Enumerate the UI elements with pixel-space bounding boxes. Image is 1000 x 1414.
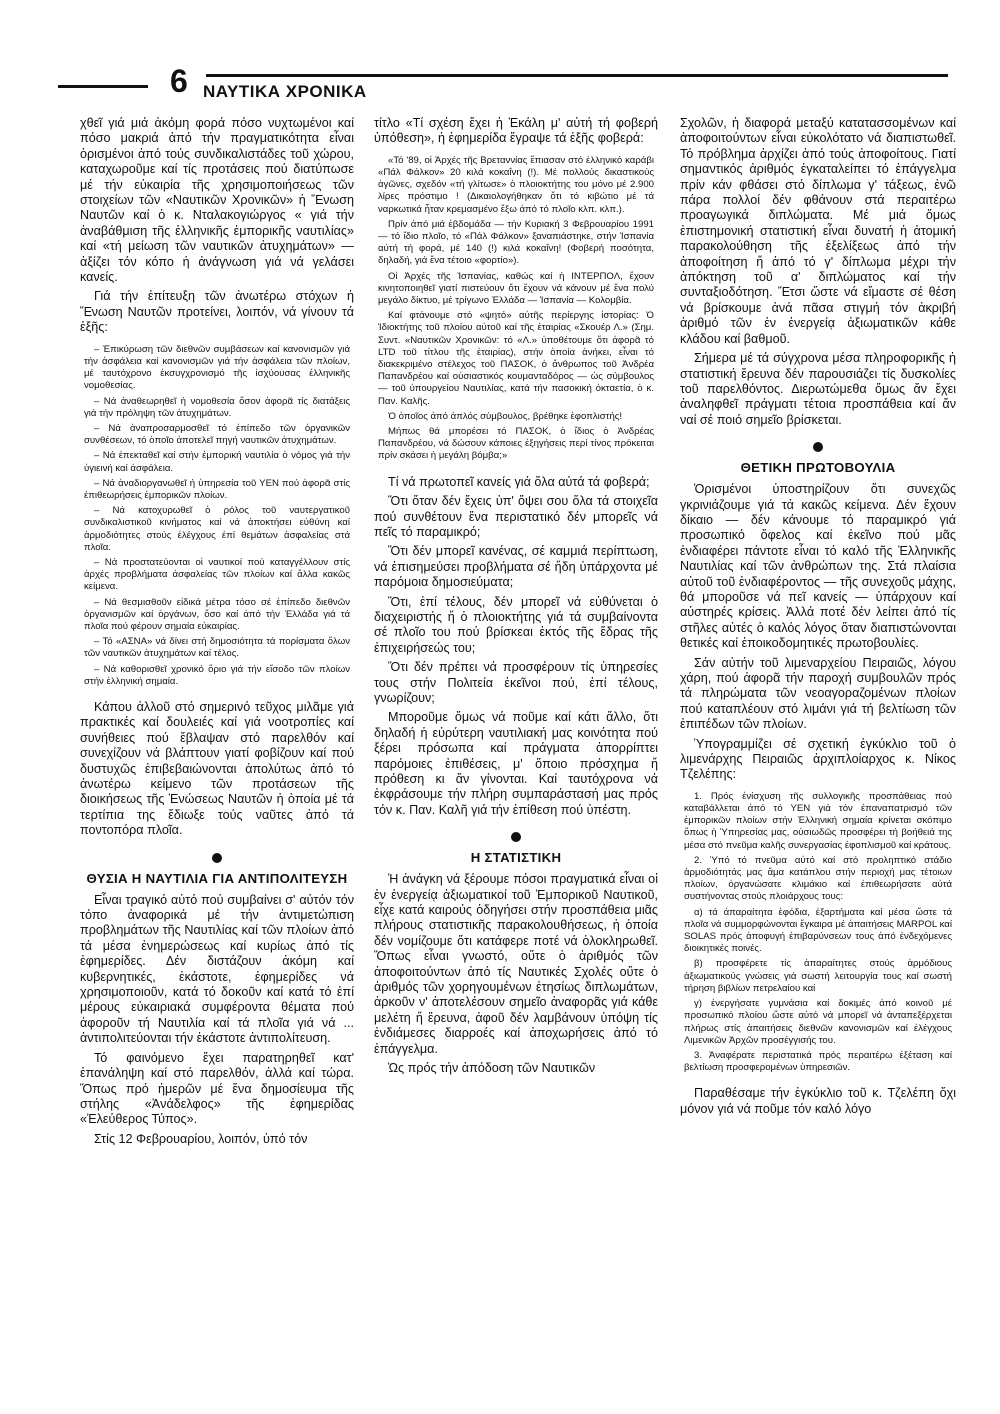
circular-item: 1. Πρός ἐνίσχυση τῆς συλλογικῆς προσπάθειας πού καταβάλλεται ἀπό τό ΥΕΝ γιά τόν ἐπαναπατρισμό τῶν ἐμπορικῶν πλοίων στήν Ἑλληνική σημαία κρίνεται σκόπιμο ὅπως ἡ Ὑπηρεσίας μας, οὐσιωδῶς προσφέρει τή βοήθειά της μέσα στό πνεῦμα καλῆς συνεργασίας ἐφοπλισμοῦ καί κράτους. xyxy=(684,790,952,851)
column-3 xyxy=(680,116,956,1406)
section-heading: ΘΕΤΙΚΗ ΠΡΩΤΟΒΟΥΛΙΑ xyxy=(740,460,896,476)
col3-paragraph: Ὁρισμένοι ὑποστηρίζουν ὅτι συνεχῶς γκρινιάζουμε γιά τά κακῶς κείμενα. Δέν ἔχουν δίκαιο — δέν κάνουμε τό παραμικρό γιά προσωπικό ὄφελος καί ἐκεῖνο πού μᾶς ἐνδιαφέρει πάντοτε εἶναι τό καλό τῆς Ἑλληνικῆς Ναυτιλίας καί τῶν ἀνθρώπων της. Στά πλαίσια αὐτοῦ τοῦ ἐνδιαφέροντος — τῆς συνεχοῦς μάχης, θά μποροῦσε νά πεῖ κανείς — ὑπάρχουν καί αὐστηρές κρίσεις. Ἀλλά ποτέ δέν λείπει ἀπό τίς στῆλες αὐτές ὁ καλός λόγος ὅταν διαπιστώνονται θετικές καί ἐποικοδομητικές πρωτοβουλίες. xyxy=(680,482,956,651)
header-rule-left xyxy=(58,85,148,88)
publication-title: ΝΑΥΤΙΚΑ ΧΡΟΝΙΚΑ xyxy=(203,82,367,101)
col2-paragraph: Ὅτι δέν μπορεῖ κανένας, σέ καμμιά περίπτωση, νά ἐπισημεύσει προβλήματα σέ ἤδη ὑπάρχοντα μέ παρόμοια δημοσιεύματα; xyxy=(374,544,658,590)
col3-paragraph: Σάν αὐτήν τοῦ λιμεναρχείου Πειραιῶς, λόγου χάρη, πού ἀφορᾶ τήν παροχή συμβουλῶν πρός τά πληρώματα τῶν νεοαγοραζομένων πλοίων πού καταπλέουν στό λιμάνι γιά τή βελτίωση τῶν ἐπιπέδων τῶν πλοίων. xyxy=(680,655,956,732)
proposal-item: – Νά ἀναπροσαρμοσθεῖ τό ἐπίπεδο τῶν ὀργανικῶν συνθέσεων, τό ὁποῖο ἀποτελεῖ πηγή ναυτικῶν ἀτυχημάτων. xyxy=(84,422,350,447)
page-number: 6 xyxy=(170,63,188,99)
quote-paragraph: Πρίν ἀπό μιά ἑβδομάδα — τήν Κυριακή 3 Φεβρουαρίου 1991 — τό ἴδιο πλοῖο, τό «Πάλ Φάλκον» ξαναπιάστηκε, στήν Ἰσπανία αὐτή τή φορά, μέ 140 (!) κιλά κοκαΐνη! (Φοβερή ποσότητα, δηλαδή, γιά ἕνα τέτοιο «φορτίο»). xyxy=(378,218,654,267)
proposal-item: – Νά κατοχυρωθεῖ ὁ ρόλος τοῦ ναυτεργατικοῦ συνδικαλιστικοῦ κινήματος καί νά ἀποκτήσει εὐθύνη καί ἁρμοδιότητες στούς ἐλέγχους ἐπί θεμάτων ἀσφαλείας στά πλοῖα. xyxy=(84,505,350,553)
col3-paragraph: Σχολῶν, ἡ διαφορά μεταξύ κατατασσομένων καί ἀποφοιτούντων εἶναι εὐκολότατο νά διαπιστωθεῖ. Τό πρόβλημα ἀρχίζει ἀπό τούς ἀποφοίτους. Γιατί σημαντικός ἀριθμός ἐγκαταλείπει τό ἐπάγγελμα πρίν κάν φθάσει στό δίπλωμα γ' τάξεως, ἐνῶ πάρα πολλοί δέν φθάνουν στά περαιτέρω προαγωγικά διπλώματα. Μέ μιά ὅμως ἐπιστημονική στατιστική εἶναι δυνατή ἡ ἀτομική παρακολούθηση τῆς ἐξελίξεως ἀπό τήν ἀποφοίτηση ἤ ἀπό τό γ' δίπλωμα μέχρι τήν ἀπόκτηση τοῦ α' διπλώματος καί τήν συνταξιοδότηση. Ἔτσι ὥστε νά εἴμαστε σέ θέση νά βρίσκουμε ἀνά πᾶσα στιγμή τόν ἀκριβή ἀριθμό τῶν ἐν ἐνεργείᾳ ἀξιωματικῶν κάθε κλάδου καί βαθμοῦ. xyxy=(680,116,956,346)
header-rule-right xyxy=(206,74,948,77)
col2-paragraph: Τί νά πρωτοπεῖ κανείς γιά ὅλα αὐτά τά φοβερά; xyxy=(388,474,650,489)
newspaper-quote xyxy=(378,155,654,463)
col3-paragraph: Παραθέσαμε τήν ἐγκύκλιο τοῦ κ. Τζελέπη ὄχι μόνον γιά νά ποῦμε τόν καλό λόγο xyxy=(680,1086,956,1116)
proposal-item: – Νά θεσμισθοῦν εἰδικά μέτρα τόσο σέ ἐπίπεδο διεθνῶν ὀργανισμῶν καί ὀργάνων, ὅσο καί ἀπό τήν Ἑλλάδα γιά τά πλοῖα πού φέρουν σημαία εὐκαιρίας. xyxy=(84,596,350,632)
proposal-item: – Νά καθορισθεῖ χρονικό ὅριο γιά τήν εἴσοδο τῶν πλοίων στήν ἑλληνική σημαία. xyxy=(84,663,350,687)
col2-paragraph: Μποροῦμε ὅμως νά ποῦμε καί κάτι ἄλλο, ὅτι δηλαδή ἡ εὐρύτερη ναυτιλιακή μας κοινότητα πού ξέρει πρόσωπα καί πράγματα ἀπορρίπτει παρόμοιες ἐπιθέσεις, μ' ὅποιο πρόσχημα ἤ πρόθεση κι ἄν γίνονται. Καί ταυτόχρονα νά ἐκφράσουμε τήν πλήρη συμπαράστασή μας πρός τόν κ. Παν. Καλῆ γιά τήν ἐπίθεση πού ὑπέστη. xyxy=(374,710,658,817)
col1-paragraph: Κάπου ἀλλοῦ στό σημερινό τεῦχος μιλᾶμε γιά πρακτικές καί δουλειές καί γιά νοοτροπίες καί συνήθειες πού ἔβλαψαν στό παρελθόν καί συνεχίζουν νά βλάπτουν γιατί φοβίζουν καί πού δυστυχῶς ἐπιβεβαιώνονται ἀπολύτως ἀπό τό ἀνωτέρω κείμενο τῶν προτάσεων τῆς διοικήσεως τῆς Ἑνώσεως Ναυτῶν ἡ ὁποία μέ τά τερτίπια της ἔδιωξε τούς ναῦτες ἀπό τά ποντοπόρα πλοῖα. xyxy=(80,699,354,838)
circular-item: γ) ἐνεργήσατε γυμνάσια καί δοκιμές ἀπό κοινοῦ μέ προσωπικό πλοίου ὥστε αὐτό νά μπορεῖ νά ἀνταπεξέρχεται πλήρως στίς ἀπαιτήσεις διεθνῶν κανονισμῶν καί ἐλέγχους Λιμενικῶν Ἀρχῶν προσέγγισής του. xyxy=(684,998,952,1046)
proposal-item: – Ἐπικύρωση τῶν διεθνῶν συμβάσεων καί κανονισμῶν γιά τήν ἀσφάλεια καί κανονισμῶν γιά τήν ἀσφάλεια τῶν πλοίων, μέ ταυτόχρονο ἐκσυγχρονισμό τῆς ἰσχύουσας ἑλληνικῆς νομοθεσίας. xyxy=(84,343,350,392)
col2-paragraph: Ὅτι ὅταν δέν ἔχεις ὑπ' ὄψει σου ὅλα τά στοιχεῖα πού συνθέτουν ἕνα περιστατικό δέν μπορεῖς νά πεῖς τό παραμικρό; xyxy=(374,494,658,539)
circular-item: 2. Ὑπό τό πνεῦμα αὐτό καί στό προληπτικό στάδιο ἁρμοδιότητάς μας ἅμα κατάπλου στήν περιοχή μας τέτοιων πλοίων, ὀργανώσατε κλιμάκιο καί ἐπιθεωρήσατε αὐτά συστήνοντας στούς πλοιάρχους τους: xyxy=(684,854,952,903)
col1-paragraph: Τό φαινόμενο ἔχει παρατηρηθεῖ κατ' ἐπανάληψη καί στό παρελθόν, ἀλλά καί τώρα. Ὅπως πρό ἡμερῶν μέ ἕνα δημοσίευμα τῆς στήλης «Ἀνάδελφος» τῆς ἐφημερίδας «Ἐλεύθερος Τύπος». xyxy=(80,1050,354,1127)
circular-text xyxy=(684,791,952,1074)
circular-item: β) προσφέρετε τίς ἀπαραίτητες στούς ἁρμόδιους ἀξιωματικούς γνώσεις γιά σωστή λειτουργία τους καί σωστή τήρηση βιβλίων πετρελαίου καί xyxy=(684,958,952,994)
column-2 xyxy=(374,116,658,1406)
circular-item: 3. Ἀναφέρατε περιστατικά πρός περαιτέρω ἐξέταση καί βελτίωση προσφερομένων ὑπηρεσιῶν. xyxy=(684,1049,952,1074)
col2-paragraph: Ὡς πρός τήν ἀπόδοση τῶν Ναυτικῶν xyxy=(388,1061,596,1076)
column-1 xyxy=(80,116,354,1406)
page-header xyxy=(58,63,948,106)
circular-item: α) τά ἀπαραίτητα ἐφόδια, ἐξαρτήματα καί μέσα ὥστε τά πλοῖα νά συμμορφώνονται ἔγκαιρα μέ ἀπαιτήσεις MARPOL καί SOLAS πρός ἀποφυγή ἐπιβαρύνσεων τους ἀπό ἐνδεχόμενες διοικητικές ποινές. xyxy=(684,906,952,955)
quote-paragraph: Καί φτάνουμε στό «ψητό» αὐτῆς περίεργης ἱστορίας: Ὁ Ἰδιοκτήτης τοῦ πλοίου αὐτοῦ καί τῆς ἑταιρίας «Σκουέρ Λ.» (Σημ. Συντ. «Ναυτικῶν Χρονικῶν: τό «Λ.» ὑποθέτουμε ὅτι ἀφορᾶ τό LTD τοῦ τίτλου τῆς ἑταιρίας), στήν ὁποία ἀνήκει, εἶναι τό διακεκριμένο στέλεχος τοῦ ΠΑΣΟΚ, ὁ ἄνθρωπος τοῦ Ἀνδρέα Παπανδρέου καί οὐσιαστικός κουμανταδόρος — ὡς σύμβουλος — τοῦ ὑπουργείου Ναυτιλίας, κατά τήν πασοκική ὀκταετία, ὁ κ. Παν. Καλῆς. xyxy=(378,310,654,407)
col1-paragraph: Εἶναι τραγικό αὐτό πού συμβαίνει σ' αὐτόν τόν τόπο ἀναφορικά μέ τήν ἀντιμετώπιση προβλημάτων τῆς Ναυτιλίας καί τῶν πλοίων ἀπό τά μέσα ἐνημερώσεως καί κυρίως ἀπό τίς ἐφημερίδες. Δέν διστάζουν ἀκόμη καί κυβερνητικές, ἑκάστοτε, ἐφημερίδες νά χρησιμοποιοῦν, κατά τό δοκοῦν καί κατά τό ἐπί μέρους εὐκαιριακά συμφέροντα θέματα πού ἀφοροῦν τή Ναυτιλία καί τά πλοῖα γιά νά ... ἀντιπολιτεύονται τήν ἑκάστοτε ἀντιπολίτευση. xyxy=(80,892,354,1046)
section-heading: Η ΣΤΑΤΙΣΤΙΚΗ xyxy=(470,850,562,866)
proposal-item: – Νά ἐπεκταθεῖ καί στήν ἐμπορική ναυτιλία ὁ νόμος γιά τήν ὑγιεινή καί ἀσφάλεια. xyxy=(84,450,350,474)
section-heading: ΘΥΣΙΑ Η ΝΑΥΤΙΛΙΑ ΓΙΑ ΑΝΤΙΠΟΛΙΤΕΥΣΗ xyxy=(86,870,348,886)
section-bullet xyxy=(212,853,222,863)
section-bullet xyxy=(511,832,521,842)
col2-paragraph: Ὅτι, ἐπί τέλους, δέν μπορεῖ νά εὐθύνεται ὁ διαχειριστής ἤ ὁ πλοιοκτήτης γιά τά συμβαίνοντα σέ πλοῖο του πού βρίσκεαι ἐκτός τῆς ἕδρας τῆς ἐπιχειρήσεώς του; xyxy=(374,594,658,655)
proposal-item: – Νά ἀναδιοργανωθεῖ ἡ ὑπηρεσία τοῦ ΥΕΝ πού ἀφορᾶ στίς ἐπιθεωρήσεις ἐμπορικῶν πλοίων. xyxy=(84,477,350,501)
col2-paragraph: Ὅτι δέν πρέπει νά προσφέρουν τίς ὑπηρεσίες τους στήν Πολιτεία ἐκεῖνοι πού, ἐπί τέλους, γνωρίζουν; xyxy=(374,660,658,705)
col1-paragraph: χθεῖ γιά μιά ἀκόμη φορά πόσο νυχτωμένοι καί πόσο μακριά ἀπό τήν πραγματικότητα εἶναι ὁρισμένοι ἀπό τούς συνδικαλιστάδες τοῦ χώρου, καταχωροῦμε καί τίς προτάσεις πού διατύπωσε μέ τήν εὐκαιρία τῆς χρησιμοποιήσεως τῶν στοιχείων τῶν «Ναυτικῶν Χρονικῶν» ἡ Ἕνωση Ναυτῶν καί ὁ κ. Νταλακογιώργος « γιά τήν ἀναβάθμιση τῆς ἑλληνικῆς ἐμπορικῆς ναυτιλίας» καί «τή μείωση τῶν ναυτικῶν ἀτυχημάτων» — ἀξίζει τόν κόπο ἡ ἀνάγνωση γιά νά γελάσει κανείς. xyxy=(80,116,354,285)
proposal-item: – Τό «ΑΣΝΑ» νά δίνει στή δημοσιότητα τά πορίσματα ὅλων τῶν ναυτικῶν ἀτυχημάτων καί τέλος. xyxy=(84,636,350,660)
proposal-item: – Νά ἀναθεωρηθεῖ ἡ νομοθεσία ὅσον ἀφορᾶ τίς διατάξεις γιά τήν πρόληψη τῶν ἀτυχημάτων. xyxy=(84,395,350,419)
quote-paragraph: Μήπως θά μπορέσει τό ΠΑΣΟΚ, ὁ ἴδιος ὁ Ἀνδρέας Παπανδρέου, νά δώσουν κάποιες ἐξηγήσεις περί τίνος πρόκειται πρίν σκάσει ἡ μεγάλη βόμβα;» xyxy=(378,426,654,462)
col2-paragraph: τίτλο «Τί σχέση ἔχει ἡ Ἐκάλη μ' αὐτή τή φοβερή ὑπόθεση», ἡ ἐφημερίδα ἔγραψε τά ἑξῆς φοβερά: xyxy=(374,116,658,146)
quote-paragraph: Οἱ Ἀρχές τῆς Ἰσπανίας, καθώς καί ἡ ΙΝΤΕΡΠΟΛ, ἔχουν κινητοποιηθεῖ γιατί πιστεύουν ὅτι ἔχουν νά κάνουν μέ ἕνα πολύ μεγάλο δίκτυο, μέ τρίγωνο Ἑλλάδα — Ἰσπανία — Κολομβία. xyxy=(378,270,654,307)
col3-paragraph: Ὑπογραμμίζει σέ σχετική ἐγκύκλιο τοῦ ὁ λιμενάρχης Πειραιῶς ἀρχιπλοίαρχος κ. Νίκος Τζελέπης: xyxy=(680,736,956,782)
proposals-list xyxy=(84,344,350,688)
quote-paragraph: «Τό '89, οἱ Ἀρχές τῆς Βρεταννίας ἔπιασαν στό ἑλληνικό καράβι «Πάλ Φάλκον» 20 κιλά κοκαΐνη (!). Μέ πολλούς δικαστικούς ἀγῶνες, σχεδόν «τή γλίτωσε» ὁ πλοιοκτήτης του μόνο μέ 2.900 λίρες πρόστιμο ! (Δικαιολογήθηκαν ὅτι τό κιβώτιο μέ τά ναρκωτικά ἦταν κρεμασμένο ἔξω ἀπό τό πλοῖο κλπ. κλπ.). xyxy=(378,154,654,215)
col1-paragraph: Γιά τήν ἐπίτευξη τῶν ἀνωτέρω στόχων ἡ Ἕνωση Ναυτῶν προτείνει, λοιπόν, νά γίνουν τά ἑξῆς: xyxy=(80,289,354,335)
col3-paragraph: Σήμερα μέ τά σύγχρονα μέσα πληροφορικῆς ἡ στατιστική ἔρευνα δέν παρουσιάζει τίς δυσκολίες τοῦ παρελθόντος. Διερωτώμεθα ὅμως ἄν ἔχει ἀναληφθεῖ πράγματι τέτοια προσπάθεια καί ἄν ναί σέ ποιό σημεῖο βρίσκεται. xyxy=(680,351,956,427)
col2-paragraph: Ἡ ἀνάγκη νά ξέρουμε πόσοι πραγματικά εἶναι οἱ ἐν ἐνεργείᾳ ἀξιωματικοί τοῦ Ἐμπορικοῦ Ναυτικοῦ, εἶχε κατά καιρούς ὁδηγήσει στήν προσπάθεια μιᾶς πλήρους στατιστικῆς παρακολουθήσεως, ἡ ὁποία δέν νομίζουμε ὅτι κατάφερε ποτέ νά ὁλοκληρωθεῖ. Ὅπως εἶναι γνωστό, οὔτε ὁ ἀριθμός τῶν ἀποφοιτούντων ἀπό τίς Ναυτικές Σχολές οὔτε ὁ ἀριθμός τῶν χορηγουμένων ἐτησίως διπλωμάτων, ἀρκοῦν ν' ἀποτελέσουν σημεῖο ἀναφορᾶς γιά κάθε μελέτη ἤ ἔρευνα, ἀφοῦ δέν λαμβάνουν ὑπόψη τίς ἐνδιάμεσες διαρροές καί ἀποχωρήσεις ἀπό τό ἐπάγγελμα. xyxy=(374,872,658,1056)
proposal-item: – Νά προστατεύονται οἱ ναυτικοί πού καταγγέλλουν στίς ἀρχές προβλήματα ἀσφαλείας τῶν πλοίων καί ἄλλα κακῶς κείμενα. xyxy=(84,556,350,593)
section-bullet xyxy=(813,442,823,452)
col1-paragraph: Στίς 12 Φεβρουαρίου, λοιπόν, ὑπό τόν xyxy=(94,1131,308,1146)
quote-paragraph: Ὁ ὁποῖος ἀπό ἁπλός σύμβουλος, βρέθηκε ἐφοπλιστής! xyxy=(388,410,623,422)
